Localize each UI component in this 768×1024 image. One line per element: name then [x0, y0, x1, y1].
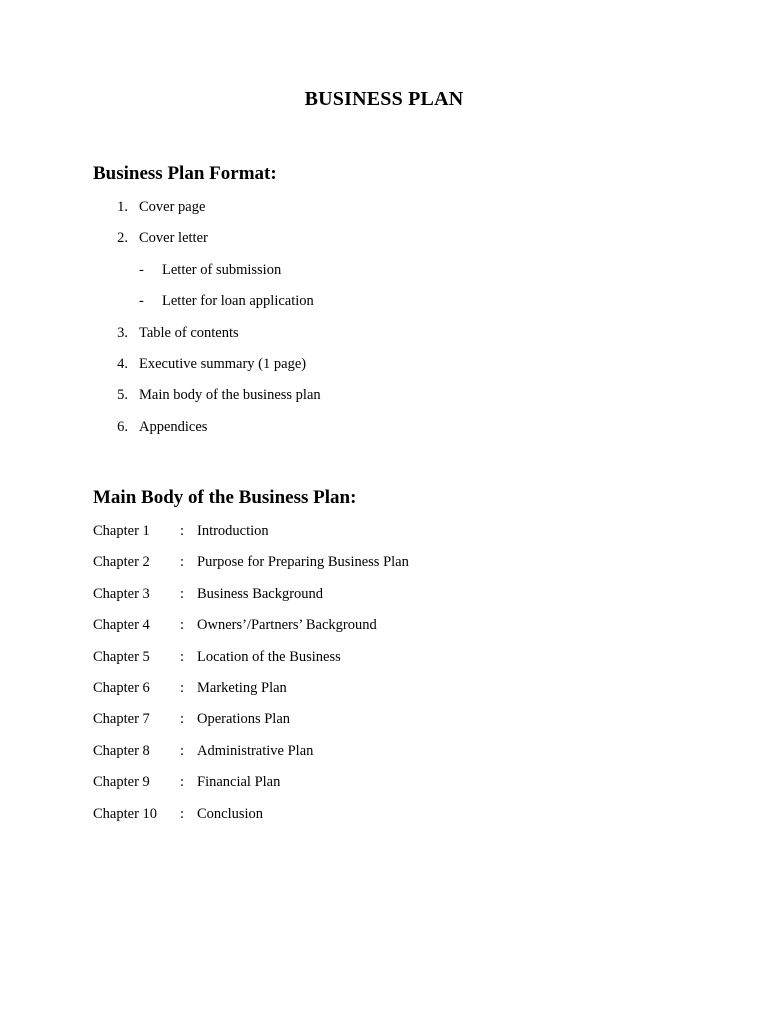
- sub-item-text: Letter of submission: [162, 261, 282, 278]
- list-item-text: Cover page: [139, 199, 206, 215]
- chapter-separator: :: [180, 774, 185, 791]
- chapter-separator: :: [180, 742, 185, 759]
- chapter-row: [0, 586, 768, 617]
- format-sub-item: [0, 293, 768, 324]
- chapter-title: Operations Plan: [197, 711, 291, 728]
- format-list: [0, 199, 768, 450]
- chapter-title: Financial Plan: [197, 774, 281, 791]
- chapter-row: [0, 711, 768, 742]
- chapter-separator: :: [180, 617, 185, 634]
- list-item-text: Cover letter: [139, 230, 208, 247]
- chapter-title: Owners’/Partners’ Background: [197, 617, 377, 634]
- document-title: BUSINESS PLAN: [304, 88, 464, 110]
- chapter-separator: :: [180, 648, 185, 665]
- chapter-row: [0, 649, 768, 680]
- chapter-separator: :: [180, 523, 185, 539]
- sub-item-marker: -: [139, 293, 144, 310]
- chapter-separator: :: [180, 711, 185, 728]
- list-item-text: Main body of the business plan: [139, 387, 321, 404]
- chapter-row: [0, 554, 768, 585]
- chapter-title: Marketing Plan: [197, 679, 287, 696]
- chapter-row: [0, 743, 768, 774]
- chapter-label: Chapter 3: [93, 585, 150, 602]
- chapter-label: Chapter 8: [93, 742, 150, 759]
- list-item-text: Executive summary (1 page): [139, 355, 307, 372]
- main-body-section-heading: Main Body of the Business Plan:: [93, 487, 357, 508]
- chapter-row: [0, 680, 768, 711]
- format-list-item: [0, 325, 768, 356]
- chapter-label: Chapter 2: [93, 554, 150, 571]
- format-sub-item: [0, 262, 768, 293]
- chapter-label: Chapter 9: [93, 774, 150, 791]
- format-list-item: [0, 199, 768, 230]
- chapter-row: [0, 617, 768, 648]
- chapter-row: [0, 523, 768, 554]
- chapter-separator: :: [180, 805, 185, 822]
- format-list-item: [0, 356, 768, 387]
- chapter-label: Chapter 6: [93, 679, 150, 696]
- list-number: 6.: [117, 418, 128, 435]
- chapter-label: Chapter 5: [93, 648, 150, 665]
- chapter-title: Administrative Plan: [197, 742, 314, 759]
- chapter-row: [0, 806, 768, 837]
- list-item-text: Table of contents: [139, 324, 239, 341]
- chapter-label: Chapter 4: [93, 617, 150, 634]
- format-list-item: [0, 387, 768, 418]
- format-list-item: [0, 419, 768, 450]
- sub-item-marker: -: [139, 261, 144, 278]
- chapter-label: Chapter 7: [93, 711, 150, 728]
- sub-item-text: Letter for loan application: [162, 293, 314, 310]
- chapter-title: Introduction: [197, 523, 269, 539]
- list-number: 4.: [117, 355, 128, 372]
- chapter-separator: :: [180, 554, 185, 571]
- chapter-separator: :: [180, 679, 185, 696]
- chapter-title: Business Background: [197, 585, 324, 602]
- format-list-item: [0, 230, 768, 261]
- list-number: 1.: [117, 199, 128, 215]
- list-item-text: Appendices: [139, 418, 208, 435]
- chapter-label: Chapter 10: [93, 805, 158, 822]
- list-number: 2.: [117, 230, 128, 247]
- chapter-separator: :: [180, 585, 185, 602]
- list-number: 5.: [117, 387, 128, 404]
- chapter-label: Chapter 1: [93, 523, 150, 539]
- chapter-title: Conclusion: [197, 805, 264, 822]
- chapter-row: [0, 774, 768, 805]
- chapter-title: Purpose for Preparing Business Plan: [197, 554, 409, 571]
- list-number: 3.: [117, 324, 128, 341]
- chapter-title: Location of the Business: [197, 648, 341, 665]
- chapter-list: [0, 523, 768, 837]
- format-section-heading: Business Plan Format:: [93, 163, 277, 184]
